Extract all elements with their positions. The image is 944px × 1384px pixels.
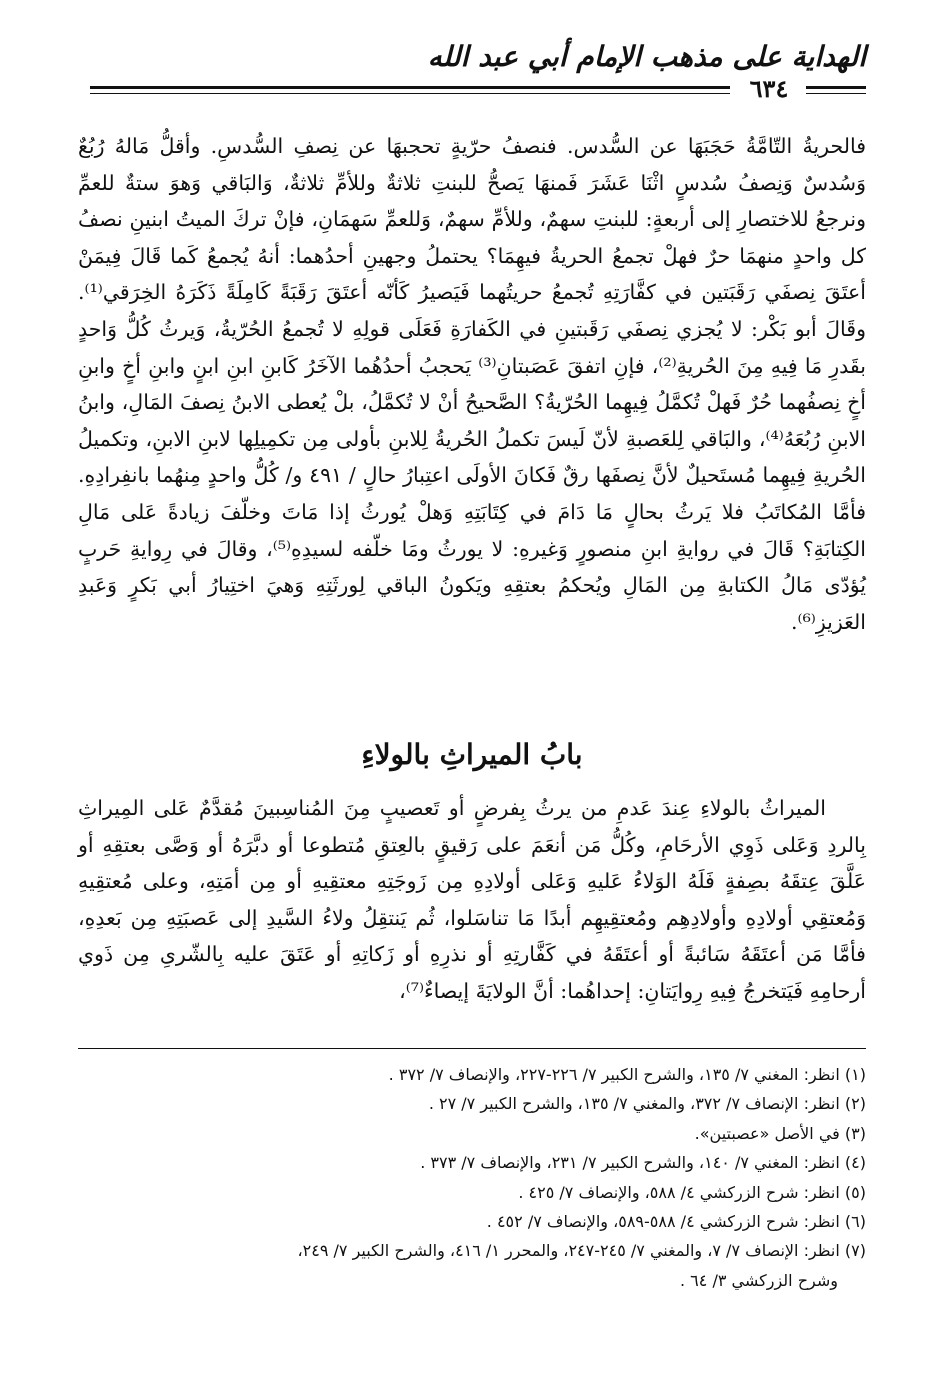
footnote-7: (٧) انظر: الإنصاف ٧/ ٧، والمغني ٧/ ٢٤٥-٢٤٧، والمحرر ١/ ٤١٦، والشرح الكبير ٧/ ٢٤٩، bbox=[297, 1241, 866, 1261]
header-rule-right bbox=[806, 86, 866, 94]
main-text-block bbox=[78, 128, 866, 640]
paragraph-2: الميراثُ بالولاءِ عِندَ عَدمِ من يرثُ بِفرضٍ أو تَعصيبٍ مِنَ المُناسِبينَ مُقدَّمٌ عَلى المِيراثِ بِالردِ وَعَلى ذَوِي الأرحَامِ، وكُلُّ مَن أنعَمَ على رَقيقٍ بالعِتقِ مُتطوعا أو دبَّرَهُ أو وَصَّى بعتقِهِ أو عَلَّقَ عِتقَهُ بصِفةٍ فَلَهُ الوَلاءُ عَليهِ وَعَلى أولادِهِ مِن زَوجَتِهِ معتقِيهِ أو مِن أمَتِهِ، وعلى مُعتقِيهِ وَمُعتقِي أولادِهِ وأولادِهِم ومُعتقِيهِم أبدًا مَا تناسَلوا، ثُم يَنتقِلُ ولاءُ السَّيدِ إلى عَصبَتِهِ مِن بَعدِهِ، فأمَّا مَن أعتَقَهُ سَائبةً أو أعتَقَهُ في كَفَّارتِهِ أو نذرِهِ أو زَكاتِهِ أو عَتَقَ عليه بِالشّرىِ مِن ذَوي أرحامِهِ فَيَتخرجُ فِيهِ رِوايَتانِ: إحداهُما: أنَّ الولايَةَ إيصاءٌ⁽⁷⁾، bbox=[78, 796, 866, 1003]
header-rule-left bbox=[90, 86, 730, 94]
footnote-4: (٤) انظر: المغني ٧/ ١٤٠، والشرح الكبير ٧/ ٢٣١، والإنصاف ٧/ ٣٧٣ . bbox=[420, 1153, 866, 1173]
footnote-7-continuation: وشرح الزركشي ٣/ ٦٤ . bbox=[680, 1270, 838, 1290]
footnote-5: (٥) انظر: شرح الزركشي ٤/ ٥٨٨، والإنصاف ٧/ ٤٢٥ . bbox=[518, 1182, 866, 1202]
chapter-text-block bbox=[78, 790, 866, 1010]
paragraph-1: فالحريةُ التّامَّةُ حَجَبَهَا عن السُّدس. فنصفُ حرّيةٍ تحجبهَا عن نِصفِ السُّدسِ. وأقلُّ مَالهُ رُبُعٌ وَسُدسٌ وَنِصفُ سُدسٍ اثْنَا عَشَرَ فَمنهَا يَصحُّ للبنتِ ثلاثةٌ وللأمِّ ثلاثةٌ، وَالبَاقي وَهوَ ستةٌ للعمِّ ونرجعُ للاختصارِ إلى أربعةٍ: للبنتِ سهمٌ، وللأمِّ سهمٌ، وَللعمِّ سَهمَانِ، فإنْ تركَ الميتُ ابنينِ نصفُ كل واحدٍ منهمَا حرٌ فهلْ تجمعُ الحريةُ فيهِمَا؟ يحتملُ وجهينِ أحدُهما: أنهُ يُجمعُ كَما قَالَ فِيمَنْ أعتَقَ نِصفَي رَقَبَتين في كفَّارَتِهِ تُجمعُ حريتُهما فَيَصيرُ كَأنّه أعتَقَ رَقَبَةً كَامِلَةً ذَكَرَهُ الخِرَقي⁽¹⁾. وقَالَ أبو بَكْر: لا يُجزي نِصفَي رَقَبتينِ في الكَفارَةِ فَعَلَى قولِهِ لا تُجمعُ الحُرّيةُ، وَيرثُ كُلُّ وَاحدٍ بقَدرِ مَا فِيهِ مِنَ الحُريةِ⁽²⁾، فإنِ اتفقَ عَصَبتانِ⁽³⁾ يَحجبُ أحدُهُما الآخَرُ كَابنِ ابنِ ابنٍ وابنِ أخٍ وابنِ أخٍ نِصفُهما حُرٌ فَهلْ تُكمَّلُ فِيهِما الحُرّيةُ؟ الصَّحيحُ أنْ لا تُكمَّلُ، بلْ يُعطى الابنُ نِصفَ المَالِ، وابنُ الابنِ رُبُعَهُ⁽⁴⁾، والبَاقي لِلعَصبةِ لأنّ لَيسَ تكملُ الحُريةُ لِلابنِ بأولى مِن تكمِيلِها لابنِ الابنِ، وتكميلُ الحُريةِ فِيهِما مُستَحيلٌ لأنَّ نِصفَها رقٌ فَكانَ الأولَى اعتِبارُ حالٍ / ٤٩١ و/ كُلُّ واحدٍ مِنهُما بانفِرادِهِ. فأمَّا المُكاتَبُ فلا يَرثُ بحالٍ مَا دَامَ في كِتَابَتِهِ وَهلْ يُورثُ إذا مَاتَ وخلّفَ زيادةً عَلى مَالِ الكِتابَةِ؟ قَالَ في روايةِ ابنِ منصورٍ وَغيرهِ: لا يورثُ ومَا خلّفه لسيدِهِ⁽⁵⁾، وقالَ في رِوايةِ حَربٍ يُؤدّى مَالُ الكتابةِ مِن المَالِ ويُحكمُ بعتقِهِ ويَكونُ الباقي لِورثَتِهِ وَهيَ اختِيارُ أبي بَكرٍ وَعَبدِ العَزيزِ⁽⁶⁾. bbox=[78, 134, 866, 634]
chapter-title: بابُ الميراثِ بالولاءِ bbox=[361, 738, 583, 771]
page-number: ٦٣٤ bbox=[749, 74, 789, 103]
footnotes bbox=[78, 1060, 866, 1295]
running-title: الهداية على مذهب الإمام أبي عبد الله bbox=[427, 40, 866, 73]
footnote-2: (٢) انظر: الإنصاف ٧/ ٣٧٢، والمغني ٧/ ١٣٥، والشرح الكبير ٧/ ٢٧ . bbox=[428, 1094, 866, 1114]
footnote-separator bbox=[78, 1048, 866, 1049]
footnote-6: (٦) انظر: شرح الزركشي ٤/ ٥٨٨-٥٨٩، والإنصاف ٧/ ٤٥٢ . bbox=[486, 1212, 866, 1232]
footnote-1: (١) انظر: المغني ٧/ ١٣٥، والشرح الكبير ٧/ ٢٢٦-٢٢٧، والإنصاف ٧/ ٣٧٢ . bbox=[388, 1065, 866, 1084]
footnote-3: (٣) في الأصل «عصبتين». bbox=[694, 1123, 866, 1143]
